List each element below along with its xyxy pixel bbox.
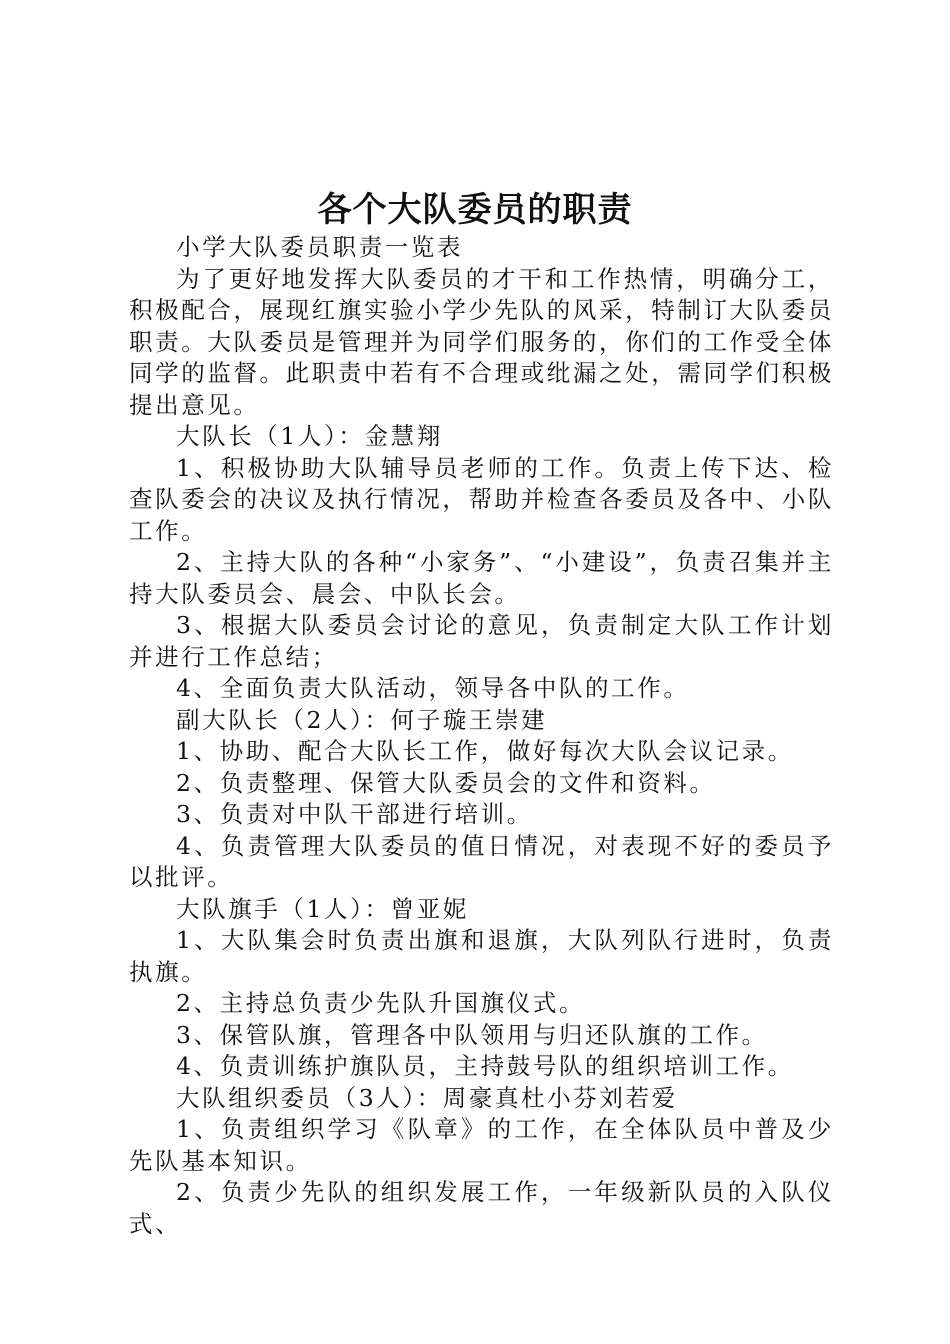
list-item: 4、全面负责大队活动，领导各中队的工作。	[176, 674, 690, 702]
subtitle-paragraph: 小学大队委员职责一览表	[176, 233, 464, 261]
list-item: 1、负责组织学习《队章》的工作，在全体队员中普及少先队基本知识。	[129, 1115, 834, 1175]
list-item: 2、负责整理、保管大队委员会的文件和资料。	[176, 768, 716, 797]
list-item: 1、积极协助大队辅导员老师的工作。负责上传下达、检查队委会的决议及执行情况，帮助并检查各委员及各中、小队工作。	[129, 453, 834, 545]
list-item: 2、主持总负责少先队升国旗仪式。	[176, 989, 586, 1017]
list-item: 1、大队集会时负责出旗和退旗，大队列队行进时，负责执旗。	[129, 926, 834, 986]
list-item: 4、负责管理大队委员的值日情况，对表现不好的委员予以批评。	[129, 831, 834, 891]
document-title: 各个大队委员的职责	[317, 190, 633, 230]
section-heading-organization-committee: 大队组织委员（3人）：周豪真杜小芬刘若爱	[176, 1083, 678, 1112]
document-body	[129, 232, 834, 1240]
list-item: 3、根据大队委员会讨论的意见，负责制定大队工作计划并进行工作总结；	[129, 611, 834, 671]
list-item: 2、负责少先队的组织发展工作，一年级新队员的入队仪式、	[129, 1178, 834, 1238]
list-item: 3、负责对中队干部进行培训。	[176, 800, 533, 828]
list-item: 3、保管队旗，管理各中队领用与归还队旗的工作。	[176, 1020, 768, 1049]
list-item: 4、负责训练护旗队员，主持鼓号队的组织培训工作。	[176, 1052, 794, 1080]
section-heading-captain: 大队长（1人）：金慧翔	[176, 422, 443, 450]
section-heading-vice-captain: 副大队长（2人）：何子璇王崇建	[176, 705, 548, 734]
list-item: 2、主持大队的各种“小家务”、“小建设”，负责召集并主持大队委员会、晨会、中队长会。	[129, 548, 834, 608]
intro-paragraph: 为了更好地发挥大队委员的才干和工作热情，明确分工，积极配合，展现红旗实验小学少先队的风采，特制订大队委员职责。大队委员是管理并为同学们服务的，你们的工作受全体同学的监督。此职责中若有不合理或纰漏之处，需同学们积极提出意见。	[129, 264, 834, 419]
list-item: 1、协助、配合大队长工作，做好每次大队会议记录。	[176, 737, 794, 765]
section-heading-flag-bearer: 大队旗手（1人）：曾亚妮	[176, 894, 469, 923]
